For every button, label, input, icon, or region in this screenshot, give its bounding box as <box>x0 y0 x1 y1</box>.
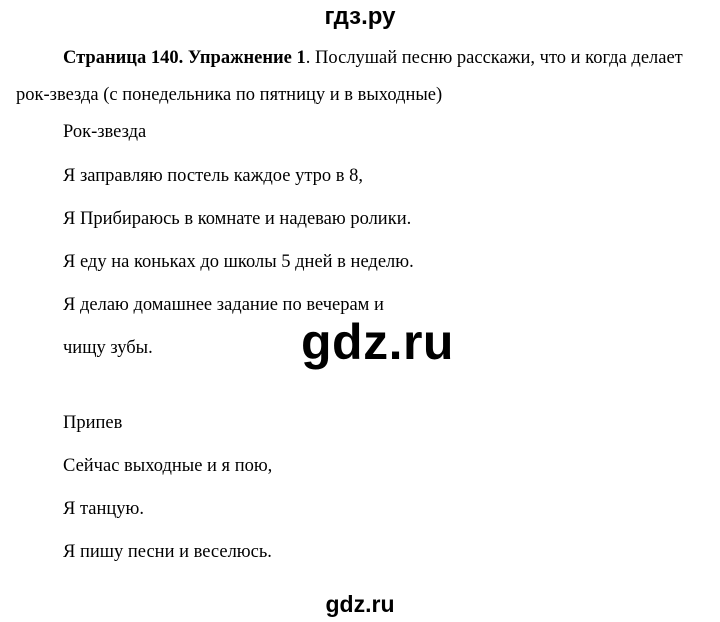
verse-title: Рок-звезда <box>63 122 147 142</box>
verse-line: Я делаю домашнее задание по вечерам и <box>63 295 384 315</box>
chorus-line: Я танцую. <box>63 499 144 519</box>
exercise-intro <box>16 40 706 114</box>
watermark-logo: gdz.ru <box>301 314 454 370</box>
verse-line: Я еду на коньках до школы 5 дней в неделю. <box>63 252 414 272</box>
chorus-title: Припев <box>63 413 123 433</box>
chorus-line: Сейчас выходные и я пою, <box>63 456 273 476</box>
site-footer-logo: gdz.ru <box>325 591 395 617</box>
chorus-line: Я пишу песни и веселюсь. <box>63 542 272 562</box>
verse-line: чищу зубы. <box>63 338 153 358</box>
verse-line: Я Прибираюсь в комнате и надеваю ролики. <box>63 209 412 229</box>
site-header-logo: гдз.ру <box>324 3 396 30</box>
exercise-heading: Страница 140. Упражнение 1 <box>63 48 306 68</box>
verse-line: Я заправляю постель каждое утро в 8, <box>63 166 364 186</box>
exercise-instruction: . Послушай песню расскажи, что и когда делает рок-звезда (с понедельника по пятницу и в выходные) <box>16 48 683 105</box>
